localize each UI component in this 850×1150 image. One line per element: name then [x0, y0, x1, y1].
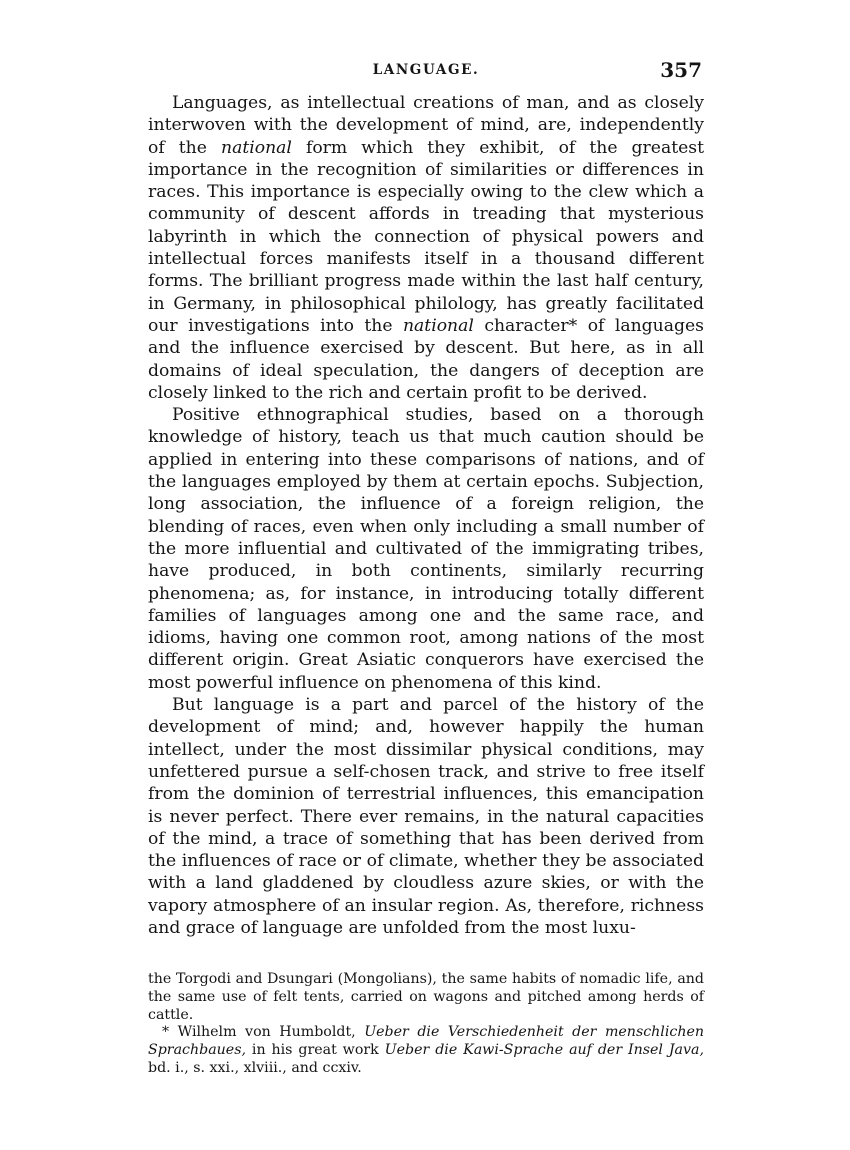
- footnote-text-2: in his great work: [246, 1042, 385, 1059]
- paragraph-1-text-2: form which they exhibit, of the greatest importance in the recognition of similarities or differences in races. This importance is especially owing to the clew which a community of descent affords in treading that mysterious labyrinth in which the connection of physical powers and intellectual forces manifests itself in a thousand different forms. The brilliant progress made within the last half century, in Germany, in philosophical philology, has greatly facilitated our investigations into the: [148, 137, 704, 336]
- running-head: [148, 58, 704, 92]
- footnote-continuation: the Torgodi and Dsungari (Mongolians), the same habits of nomadic life, and the same use of felt tents, carried on wagons and pitched among herds of cattle.: [148, 971, 704, 1023]
- paragraph-1-emphasis-national-2: national: [402, 315, 474, 336]
- footnote-text-3: bd. i., s. xxi., xlviii., and ccxiv.: [148, 1059, 362, 1076]
- paragraph-language-history-mind: But language is a part and parcel of the history of the development of mind; and, however happily the human intellect, under the most dissimilar physical conditions, may unfettered pursue a self-chosen track, and strive to free itself from the dominion of terrestrial influences, this emancipation is never perfect. There ever remains, in the natural capacities of the mind, a trace of something that has been derived from the influences of race or of climate, whether they be associated with a land gladdened by cloudless azure skies, or with the vapory atmosphere of an insular region. As, therefore, richness and grace of language are unfolded from the most luxu-: [148, 695, 704, 938]
- paragraph-languages: [148, 92, 704, 404]
- paragraph-1-text-1: Languages, as intellectual creations of man, and as closely interwoven with the development of mind, are, independently of the: [148, 93, 704, 158]
- running-title: LANGUAGE.: [372, 62, 480, 78]
- page-number: 357: [660, 58, 702, 82]
- footnote-title-verschiedenheit: Ueber die Verschiedenheit der menschlichen Sprachbaues,: [148, 1024, 704, 1059]
- paragraph-1-text-3: character* of languages and the influence exercised by descent. But here, as in all domains of ideal speculation, the dangers of deception are closely linked to the rich and certain profit to be derived.: [148, 315, 704, 403]
- paragraph-1-emphasis-national-1: national: [221, 137, 292, 158]
- footnote-title-kawi: Ueber die Kawi-Sprache auf der Insel Java,: [384, 1042, 705, 1059]
- footnotes: [148, 971, 704, 1077]
- book-page: [148, 58, 704, 1078]
- footnote-humboldt: [148, 1024, 704, 1077]
- body-text: [148, 92, 704, 939]
- paragraph-ethnographical-studies: Positive ethnographical studies, based on a thorough knowledge of history, teach us that much caution should be applied in entering into these comparisons of nations, and of the languages employed by them at certain epochs. Subjection, long association, the influence of a foreign religion, the blending of races, even when only including a small number of the more influential and cultivated of the immigrating tribes, have produced, in both continents, similarly recurring phenomena; as, for instance, in introducing totally different families of languages among one and the same race, and idioms, having one common root, among nations of the most different origin. Great Asiatic conquerors have exercised the most powerful influence on phenomena of this kind.: [148, 405, 704, 693]
- footnote-text-1: * Wilhelm von Humboldt,: [162, 1024, 365, 1041]
